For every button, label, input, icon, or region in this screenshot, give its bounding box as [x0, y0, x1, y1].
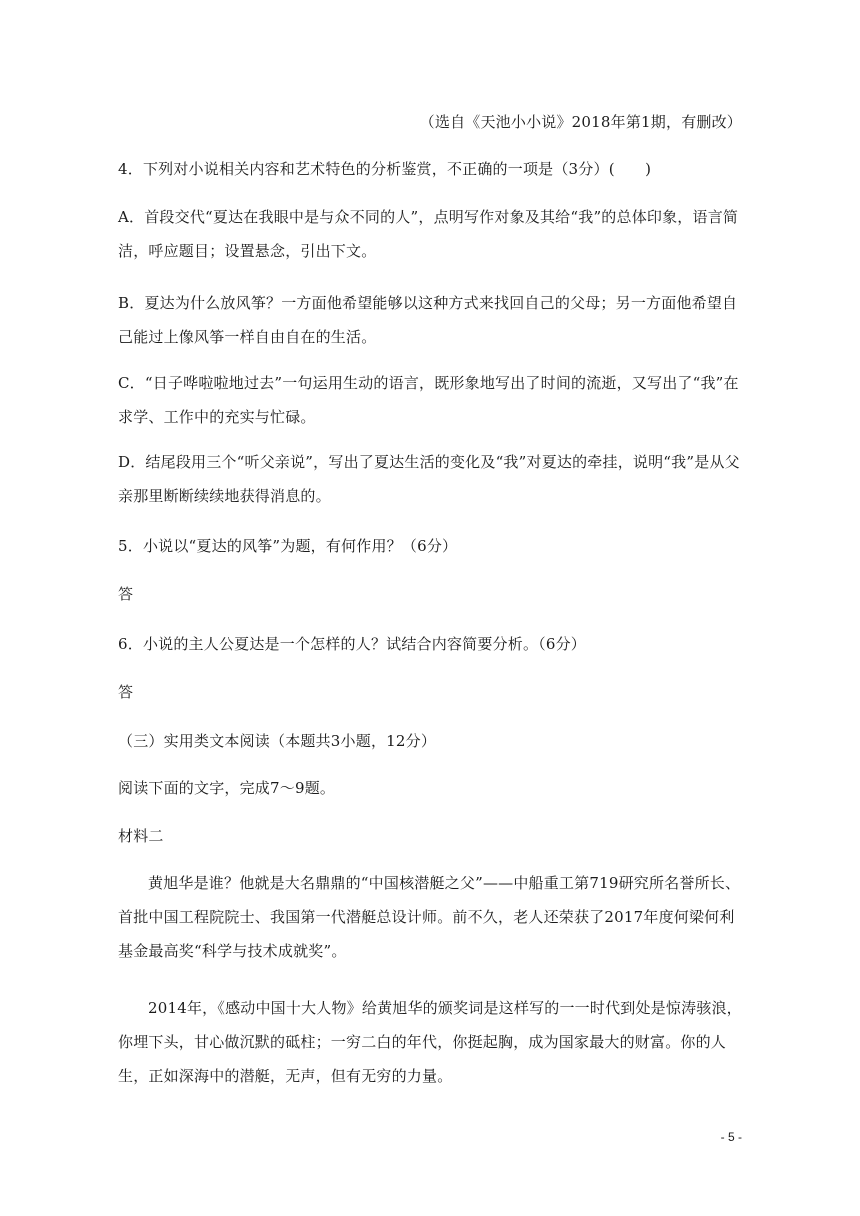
article-paragraph-2: 2014年，《感动中国十大人物》给黄旭华的颁奖词是这样写的一一时代到处是惊涛骇浪，你埋下头，甘心做沉默的砥柱；一穷二白的年代，你挺起胸，成为国家最大的财富。你的人生，正如深海中的潜艇，无声，但有无穷的力量。 — [118, 999, 742, 1085]
question-6-answer-label: 答 — [118, 683, 134, 701]
reading-instruction: 阅读下面的文字，完成7～9题。 — [118, 779, 336, 797]
question-4-stem: 4．下列对小说相关内容和艺术特色的分析鉴赏，不正确的一项是（3分）( ) — [118, 160, 652, 178]
question-4-option-a: A．首段交代“夏达在我眼中是与众不同的人”，点明写作对象及其给“我”的总体印象，语言简洁，呼应题目；设置悬念，引出下文。 — [118, 208, 739, 260]
article-paragraph-1: 黄旭华是谁？他就是大名鼎鼎的“中国核潜艇之父”——中船重工第719研究所名誉所长、首批中国工程院院士、我国第一代潜艇总设计师。前不久，老人还荣获了2017年度何梁何利基金最高奖“科学与技术成就奖”。 — [118, 874, 741, 960]
question-4-option-c: C．“日子哗啦啦地过去”一句运用生动的语言，既形象地写出了时间的流逝，又写出了“我”在求学、工作中的充实与忙碌。 — [118, 374, 739, 426]
question-6-stem: 6．小说的主人公夏达是一个怎样的人？试结合内容简要分析。（6分） — [118, 635, 586, 653]
section-3-heading: （三）实用类文本阅读（本题共3小题，12分） — [118, 732, 437, 750]
question-5-stem: 5．小说以“夏达的风筝”为题，有何作用？（6分） — [118, 537, 458, 555]
question-5-answer-label: 答 — [118, 585, 134, 603]
question-4-option-b: B．夏达为什么放风筝？一方面他希望能够以这种方式来找回自己的父母；另一方面他希望自己能过上像风筝一样自由自在的生活。 — [118, 294, 738, 346]
page-number: - 5 - — [720, 1130, 742, 1144]
question-4-option-d: D．结尾段用三个“听父亲说”，写出了夏达生活的变化及“我”对夏达的牵挂，说明“我”是从父亲那里断断续续地获得消息的。 — [118, 453, 740, 505]
source-note: （选自《天池小小说》2018年第1期，有删改） — [419, 113, 742, 131]
material-label: 材料二 — [118, 827, 164, 845]
